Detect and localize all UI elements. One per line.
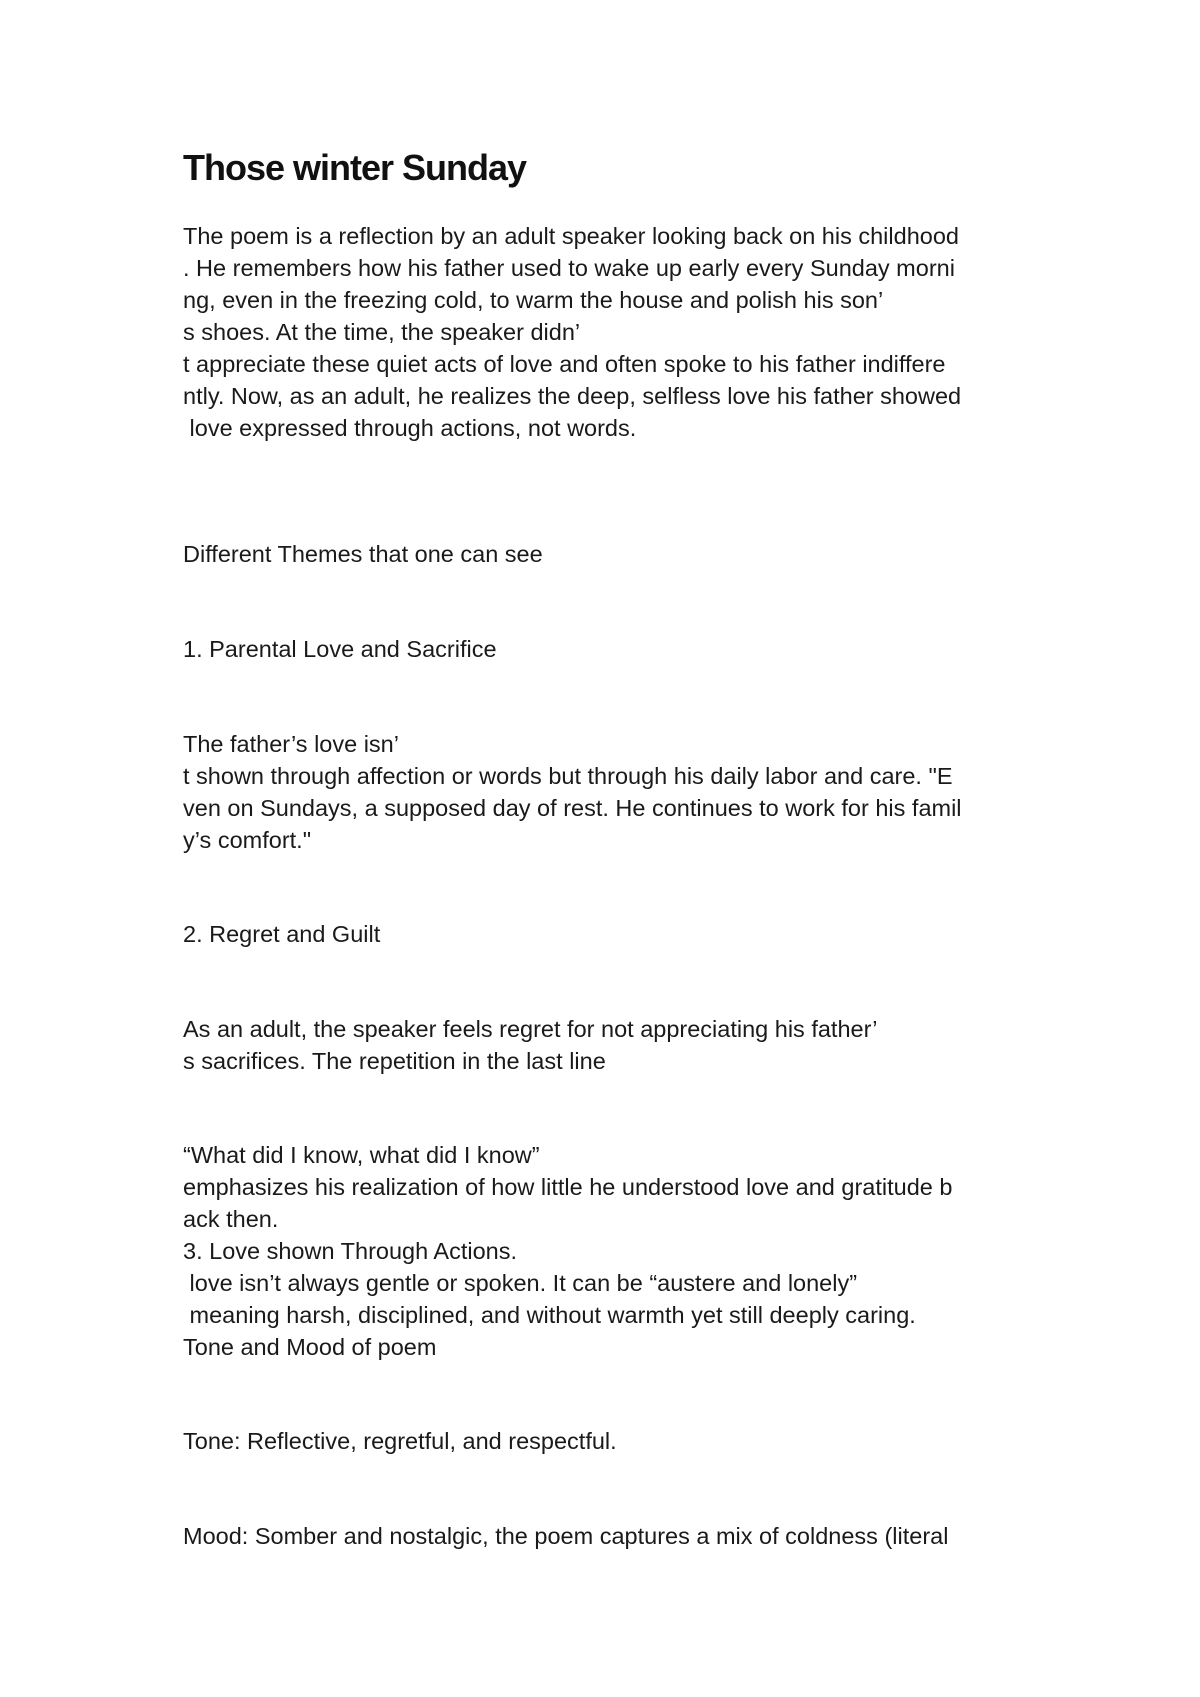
- theme-body-line: t shown through affection or words but through his daily labor and care. "E: [183, 763, 953, 789]
- theme-body-line: y’s comfort.": [183, 827, 312, 853]
- theme-body-line: s sacrifices. The repetition in the last line: [183, 1048, 606, 1074]
- intro-line: love expressed through actions, not words.: [183, 415, 637, 441]
- quote-line: “What did I know, what did I know”: [183, 1142, 540, 1168]
- document-title: Those winter Sunday: [183, 147, 527, 188]
- theme-body-line: As an adult, the speaker feels regret for not appreciating his father’: [183, 1016, 878, 1042]
- theme-body-line: ack then.: [183, 1206, 279, 1232]
- intro-line: t appreciate these quiet acts of love and often spoke to his father indiffere: [183, 351, 946, 377]
- intro-line: s shoes. At the time, the speaker didn’: [183, 319, 581, 345]
- theme-heading: 3. Love shown Through Actions.: [183, 1238, 518, 1264]
- theme-heading: 2. Regret and Guilt: [183, 921, 381, 947]
- themes-heading: Different Themes that one can see: [183, 541, 543, 567]
- tone-mood-heading: Tone and Mood of poem: [183, 1334, 437, 1360]
- mood-line: Mood: Somber and nostalgic, the poem captures a mix of coldness (literal: [183, 1523, 949, 1549]
- intro-line: The poem is a reflection by an adult speaker looking back on his childhood: [183, 223, 959, 249]
- theme-body-line: emphasizes his realization of how little he understood love and gratitude b: [183, 1174, 953, 1200]
- intro-line: ntly. Now, as an adult, he realizes the deep, selfless love his father showed: [183, 383, 962, 409]
- theme-heading: 1. Parental Love and Sacrifice: [183, 636, 497, 662]
- theme-body-line: ven on Sundays, a supposed day of rest. He continues to work for his famil: [183, 795, 962, 821]
- intro-line: . He remembers how his father used to wake up early every Sunday morni: [183, 255, 955, 281]
- tone-line: Tone: Reflective, regretful, and respectful.: [183, 1428, 617, 1454]
- theme-body-line: meaning harsh, disciplined, and without warmth yet still deeply caring.: [183, 1302, 916, 1328]
- intro-line: ng, even in the freezing cold, to warm the house and polish his son’: [183, 287, 884, 313]
- theme-body-line: The father’s love isn’: [183, 731, 399, 757]
- theme-body-line: love isn’t always gentle or spoken. It can be “austere and lonely”: [183, 1270, 858, 1296]
